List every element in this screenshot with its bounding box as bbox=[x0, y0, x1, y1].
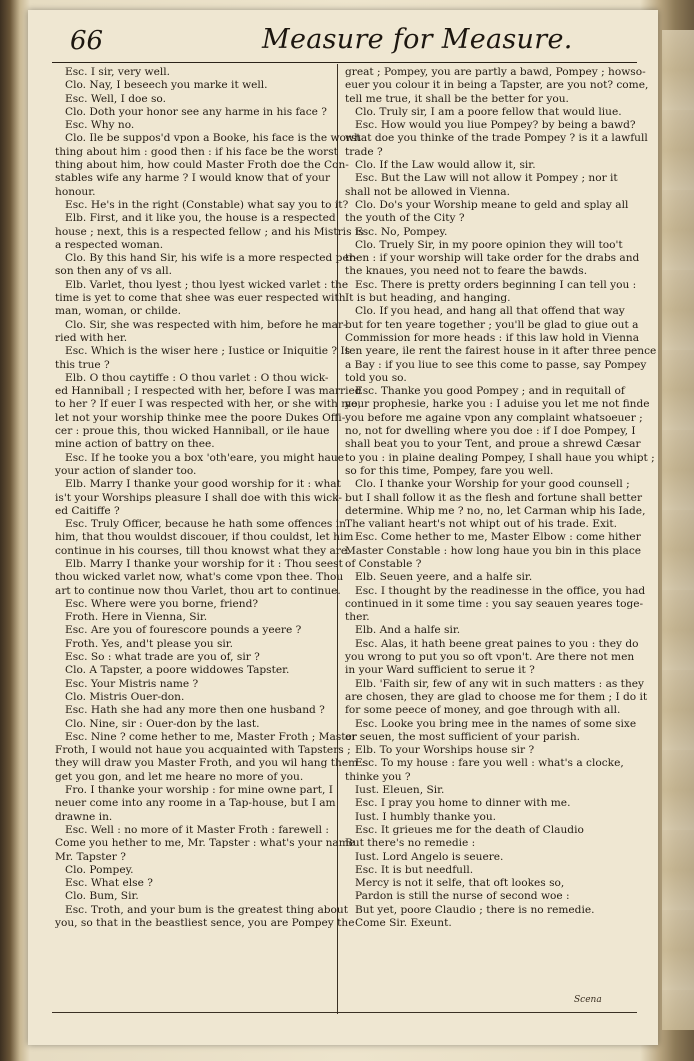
text-line: honour. bbox=[55, 185, 96, 198]
text-line: Esc. Truly Officer, because he hath some offences in bbox=[65, 518, 346, 531]
text-line: Iust. Eleuen, Sir. bbox=[355, 784, 445, 797]
left-text-column bbox=[55, 66, 366, 1011]
text-line: Clo. Do's your Worship meane to geld and splay all bbox=[355, 198, 629, 211]
text-line: Froth. Here in Vienna, Sir. bbox=[65, 611, 208, 624]
text-line: mine action of battry on thee. bbox=[55, 438, 215, 451]
text-line: Esc. Which is the wiser here ; Iustice or Iniquitie ? Is bbox=[65, 345, 351, 358]
text-line: are chosen, they are glad to choose me for them ; I do it bbox=[345, 690, 648, 703]
text-line: they will draw you Master Froth, and you wil hang them : bbox=[55, 757, 366, 770]
text-line: to her ? If euer I was respected with her, or she with me, bbox=[55, 398, 361, 411]
text-line: get you gon, and let me heare no more of you. bbox=[55, 770, 304, 783]
text-line: Esc. Hath she had any more then one husband ? bbox=[65, 704, 325, 717]
text-line: no, not for dwelling where you doe : if I doe Pompey, I bbox=[345, 425, 636, 438]
text-line: Pardon is still the nurse of second woe : bbox=[355, 890, 570, 903]
text-line: determine. Whip me ? no, no, let Carman whip his Iade, bbox=[345, 504, 646, 517]
text-line: Esc. Thanke you good Pompey ; and in requitall of bbox=[355, 385, 625, 398]
text-line: Clo. A Tapster, a poore widdowes Tapster. bbox=[65, 664, 290, 677]
text-line: Elb. First, and it like you, the house is a respected bbox=[65, 212, 336, 225]
text-line: ed Caitiffe ? bbox=[55, 504, 120, 517]
text-line: son then any of vs all. bbox=[55, 265, 172, 278]
text-line: ried with her. bbox=[55, 331, 128, 344]
text-line: thing about him : good then : if his face be the worst bbox=[55, 145, 338, 158]
text-line: tell me true, it shall be the better for you. bbox=[345, 92, 569, 105]
header-rule bbox=[52, 62, 637, 63]
text-line: But there's no remedie : bbox=[345, 837, 476, 850]
text-line: Mr. Tapster ? bbox=[55, 850, 126, 863]
text-line: The valiant heart's not whipt out of his trade. Exit. bbox=[345, 518, 617, 531]
text-line: neuer come into any roome in a Tap-house, but I am bbox=[55, 797, 336, 810]
text-line: Esc. It grieues me for the death of Claudio bbox=[355, 823, 584, 836]
text-line: trade ? bbox=[345, 145, 383, 158]
text-line: thinke you ? bbox=[345, 770, 411, 783]
text-line: Froth. Yes, and't please you sir. bbox=[65, 637, 234, 650]
text-line: Esc. What else ? bbox=[65, 877, 153, 890]
text-line: Clo. Nay, I beseech you marke it well. bbox=[65, 79, 268, 92]
text-line: or seuen, the most sufficient of your parish. bbox=[345, 730, 581, 743]
catchword: Scena bbox=[574, 995, 602, 1005]
text-line: Clo. Truly sir, I am a poore fellow that would liue. bbox=[355, 105, 622, 118]
text-line: Elb. O thou caytiffe : O thou varlet : O thou wick- bbox=[65, 371, 329, 384]
text-line: art to continue now thou Varlet, thou art to continue. bbox=[55, 584, 341, 597]
text-line: Esc. I sir, very well. bbox=[65, 66, 171, 78]
text-line: Come Sir. Exeunt. bbox=[355, 917, 452, 929]
text-line: you, so that in the beastliest sence, you are Pompey the bbox=[55, 917, 355, 929]
text-line: Elb. 'Faith sir, few of any wit in such matters : as they bbox=[355, 677, 645, 690]
text-line: a Bay : if you liue to see this come to passe, say Pompey bbox=[345, 358, 647, 371]
text-line: Clo. Ile be suppos'd vpon a Booke, his face is the worst bbox=[65, 132, 361, 145]
text-line: Esc. There is pretty orders beginning I can tell you : bbox=[355, 278, 637, 291]
text-line: ten yeare, ile rent the fairest house in it after three pence bbox=[345, 345, 657, 358]
text-line: thing about him, how could Master Froth doe the Con- bbox=[55, 159, 349, 172]
text-line: told you so. bbox=[345, 371, 407, 384]
text-line: Clo. If the Law would allow it, sir. bbox=[355, 159, 536, 172]
running-head bbox=[52, 22, 637, 62]
text-line: a respected woman. bbox=[55, 238, 164, 251]
text-line: Esc. I thought by the readinesse in the office, you had bbox=[355, 584, 646, 597]
right-text-column bbox=[345, 66, 657, 1011]
text-line: Elb. Marry I thanke your worship for it : Thou seest bbox=[65, 557, 343, 570]
text-line: great ; Pompey, you are partly a bawd, Pompey ; howso- bbox=[345, 66, 646, 78]
text-line: Esc. No, Pompey. bbox=[355, 225, 448, 238]
text-line: Esc. How would you liue Pompey? by being a bawd? bbox=[355, 119, 636, 132]
text-line: the knaues, you need not to feare the bawds. bbox=[345, 265, 588, 278]
text-line: Clo. Truely Sir, in my poore opinion they will too't bbox=[355, 238, 623, 251]
text-line: Elb. To your Worships house sir ? bbox=[355, 744, 535, 757]
text-line: you wrong to put you so oft vpon't. Are there not men bbox=[345, 651, 635, 664]
play-title: Measure for Measure. bbox=[262, 24, 573, 55]
text-line: Come you hether to me, Mr. Tapster : what's your name bbox=[55, 837, 356, 850]
text-line: Clo. By this hand Sir, his wife is a more respected per- bbox=[65, 252, 358, 265]
text-line: what doe you thinke of the trade Pompey ? is it a lawfull bbox=[345, 132, 648, 145]
text-line: to you : in plaine dealing Pompey, I shall haue you whipt ; bbox=[345, 451, 655, 464]
text-line: Clo. Bum, Sir. bbox=[65, 890, 139, 903]
text-line: Esc. But the Law will not allow it Pompey ; nor it bbox=[355, 172, 618, 185]
text-line: Elb. Marry I thanke your good worship for it : what bbox=[65, 478, 341, 491]
text-line: Clo. Sir, she was respected with him, before he mar- bbox=[65, 318, 347, 331]
text-line: Esc. Troth, and your bum is the greatest thing about bbox=[65, 903, 349, 916]
text-line: this true ? bbox=[55, 358, 110, 371]
text-line: continue in his courses, till thou knowst what they are. bbox=[55, 544, 351, 557]
text-line: shall not be allowed in Vienna. bbox=[345, 185, 510, 198]
text-line: continued in it some time : you say seauen yeares toge- bbox=[345, 597, 644, 610]
text-line: Esc. I pray you home to dinner with me. bbox=[355, 797, 571, 810]
adjacent-page-edge bbox=[662, 30, 694, 1030]
text-line: for some peece of money, and goe through with all. bbox=[345, 704, 621, 717]
text-line: Froth, I would not haue you acquainted with Tapsters ; bbox=[55, 744, 351, 757]
text-line: in your Ward sufficient to serue it ? bbox=[345, 664, 535, 677]
text-line: thou wicked varlet now, what's come vpon thee. Thou bbox=[55, 571, 344, 584]
text-line: Clo. Doth your honor see any harme in his face ? bbox=[65, 105, 327, 118]
text-line: cer : proue this, thou wicked Hanniball, or ile haue bbox=[55, 425, 330, 438]
text-line: drawne in. bbox=[55, 810, 113, 823]
text-line: Iust. Lord Angelo is seuere. bbox=[355, 850, 504, 863]
text-line: but for ten yeare together ; you'll be glad to giue out a bbox=[345, 318, 639, 331]
text-line: Esc. It is but needfull. bbox=[355, 863, 474, 876]
text-line: let not your worship thinke mee the poore Dukes Offi- bbox=[55, 411, 346, 424]
text-line: shall beat you to your Tent, and proue a shrewd Cæsar bbox=[345, 438, 641, 451]
text-line: time is yet to come that shee was euer respected with bbox=[55, 292, 346, 305]
text-line: Esc. He's in the right (Constable) what say you to it? bbox=[65, 198, 349, 211]
text-line: you before me againe vpon any complaint whatsoeuer ; bbox=[345, 411, 643, 424]
text-line: him, that thou wouldst discouer, if thou couldst, let him bbox=[55, 531, 354, 544]
text-line: your prophesie, harke you : I aduise you let me not finde bbox=[345, 398, 650, 411]
text-line: Master Constable : how long haue you bin in this place bbox=[345, 544, 642, 557]
text-line: Esc. To my house : fare you well : what's a clocke, bbox=[355, 757, 624, 770]
text-line: Elb. Seuen yeere, and a halfe sir. bbox=[355, 571, 533, 584]
text-line: but I shall follow it as the flesh and fortune shall better bbox=[345, 491, 643, 504]
text-line: Iust. I humbly thanke you. bbox=[355, 810, 497, 823]
text-line: of Constable ? bbox=[345, 557, 422, 570]
page-number: 66 bbox=[70, 26, 104, 56]
text-line: Esc. Well : no more of it Master Froth : farewell : bbox=[65, 823, 329, 836]
text-line: Esc. Well, I doe so. bbox=[65, 92, 166, 105]
text-line: Esc. So : what trade are you of, sir ? bbox=[65, 651, 260, 664]
text-line: is't your Worships pleasure I shall doe with this wick- bbox=[55, 491, 342, 504]
text-line: man, woman, or childe. bbox=[55, 305, 182, 318]
text-line: the youth of the City ? bbox=[345, 212, 465, 225]
text-line: Elb. Varlet, thou lyest ; thou lyest wicked varlet : the bbox=[65, 278, 349, 291]
text-line: Esc. Where were you borne, friend? bbox=[65, 597, 259, 610]
text-line: It is but heading, and hanging. bbox=[345, 292, 511, 305]
text-line: ther. bbox=[345, 611, 370, 624]
text-line: Clo. I thanke your Worship for your good counsell ; bbox=[355, 478, 630, 491]
text-line: Esc. Why no. bbox=[65, 119, 135, 132]
text-line: Esc. Looke you bring mee in the names of some sixe bbox=[355, 717, 637, 730]
text-line: house ; next, this is a respected fellow ; and his Mistris is bbox=[55, 225, 364, 238]
text-line: But yet, poore Claudio ; there is no remedie. bbox=[355, 903, 595, 916]
text-line: euer you colour it in being a Tapster, are you not? come, bbox=[345, 79, 649, 92]
text-line: your action of slander too. bbox=[55, 464, 197, 477]
text-line: ed Hanniball ; I respected with her, before I was married bbox=[55, 385, 362, 398]
text-line: Esc. Alas, it hath beene great paines to you : they do bbox=[355, 637, 639, 650]
footer-rule bbox=[52, 1012, 637, 1013]
text-line: Clo. Mistris Ouer-don. bbox=[65, 690, 185, 703]
text-line: Esc. Come hether to me, Master Elbow : come hither bbox=[355, 531, 641, 544]
text-line: Fro. I thanke your worship : for mine owne part, I bbox=[65, 784, 333, 797]
text-line: Clo. Nine, sir : Ouer-don by the last. bbox=[65, 717, 260, 730]
text-line: Esc. Are you of fourescore pounds a yeere ? bbox=[65, 624, 302, 637]
text-line: Clo. If you head, and hang all that offend that way bbox=[355, 305, 625, 318]
text-line: so for this time, Pompey, fare you well. bbox=[345, 464, 554, 477]
text-line: Esc. Your Mistris name ? bbox=[65, 677, 199, 690]
text-line: Commission for more heads : if this law hold in Vienna bbox=[345, 331, 640, 344]
text-line: Esc. Nine ? come hether to me, Master Froth ; Master bbox=[65, 730, 357, 743]
text-line: stables wife any harme ? I would know that of your bbox=[55, 172, 331, 185]
text-line: Mercy is not it selfe, that oft lookes so, bbox=[355, 877, 565, 890]
text-line: Esc. If he tooke you a box 'oth'eare, you might haue bbox=[65, 451, 344, 464]
text-line: then : if your worship will take order for the drabs and bbox=[345, 252, 640, 265]
text-line: Elb. And a halfe sir. bbox=[355, 624, 461, 637]
text-line: Clo. Pompey. bbox=[65, 863, 134, 876]
